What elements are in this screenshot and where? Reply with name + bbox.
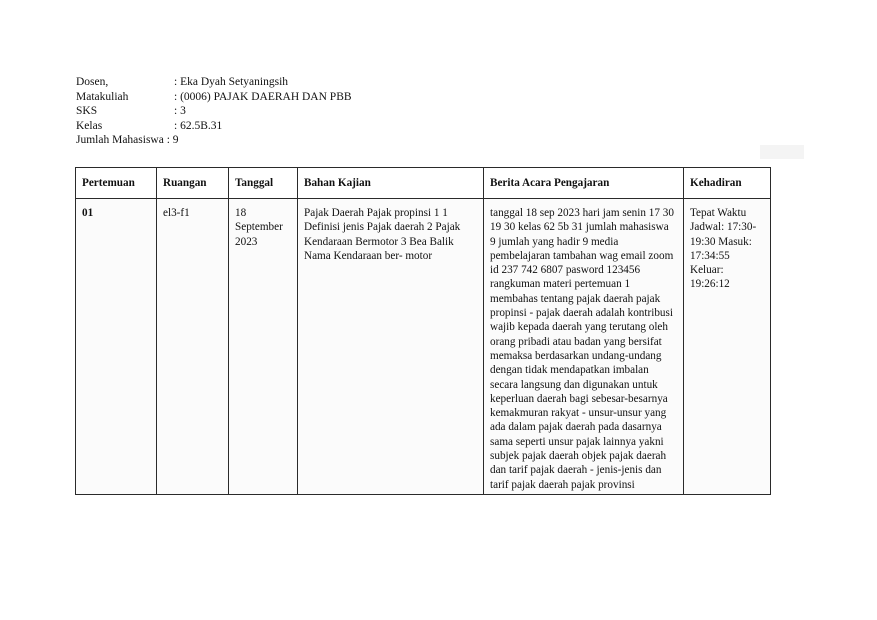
dosen-separator: : — [174, 76, 181, 88]
teaching-record-table — [75, 167, 771, 495]
header-row-dosen — [76, 75, 352, 90]
sks-label: SKS — [76, 105, 98, 117]
jumlah-mahasiswa-value: 9 — [172, 134, 179, 146]
jumlah-mahasiswa-label: Jumlah Mahasiswa — [76, 134, 164, 146]
column-header-kehadiran: Kehadiran — [684, 168, 771, 199]
column-header-ruangan: Ruangan — [157, 168, 229, 199]
column-header-berita-acara: Berita Acara Pengajaran — [484, 168, 684, 199]
sks-value: 3 — [180, 105, 186, 117]
faint-background-block — [760, 145, 804, 159]
dosen-label: Dosen, — [76, 76, 109, 88]
dosen-value: Eka Dyah Setyaningsih — [180, 76, 289, 88]
cell-pertemuan: 01 — [76, 199, 157, 495]
jumlah-mahasiswa-separator: : — [163, 134, 173, 146]
cell-tanggal: 18 September 2023 — [229, 199, 298, 495]
column-header-bahan-kajian: Bahan Kajian — [298, 168, 484, 199]
cell-bahan-kajian: Pajak Daerah Pajak propinsi 1 1 Definisi jenis Pajak daerah 2 Pajak Kendaraan Bermotor 3 Bea Balik Nama Kendaraan ber- motor — [298, 199, 484, 495]
course-header — [76, 75, 352, 148]
cell-kehadiran: Tepat Waktu Jadwal: 17:30-19:30 Masuk: 17:34:55 Keluar: 19:26:12 — [684, 199, 771, 495]
sks-separator: : — [174, 105, 181, 117]
column-header-tanggal: Tanggal — [229, 168, 298, 199]
matakuliah-label: Matakuliah — [76, 90, 129, 103]
kelas-label: Kelas — [76, 119, 103, 132]
header-row-jumlah-mahasiswa — [76, 133, 352, 148]
header-row-sks — [76, 104, 352, 119]
header-row-matakuliah — [76, 90, 352, 105]
cell-berita-acara: tanggal 18 sep 2023 hari jam senin 17 30 19 30 kelas 62 5b 31 jumlah mahasiswa 9 jumlah yang hadir 9 media pembelajaran tambahan wag email zoom id 237 742 6807 pasword 123456 rangkuman materi pertemuan 1 membahas tentang pajak daerah pajak propinsi - pajak daerah adalah kontribusi wajib kepada daerah yang terutang oleh orang pribadi atau badan yang bersifat memaksa berdasarkan undang-undang dengan tidak mendapatkan imbalan secara langsung dan digunakan untuk keperluan daerah bagi sebesar-besarnya kemakmuran rakyat - unsur-unsur yang ada dalam pajak daerah pada dasarnya sama seperti unsur pajak lainnya yakni subjek pajak daerah objek pajak daerah dan tarif pajak daerah - jenis-jenis dan tarif pajak daerah pajak provinsi — [484, 199, 684, 495]
matakuliah-value: (0006) PAJAK DAERAH DAN PBB — [180, 90, 352, 103]
kelas-value: 62.5B.31 — [180, 119, 223, 132]
header-row-kelas — [76, 119, 352, 134]
table-header-row — [76, 168, 771, 199]
cell-ruangan: el3-f1 — [157, 199, 229, 495]
matakuliah-separator: : — [174, 90, 181, 103]
table-row — [76, 199, 771, 495]
column-header-pertemuan: Pertemuan — [76, 168, 157, 199]
kelas-separator: : — [174, 119, 181, 132]
